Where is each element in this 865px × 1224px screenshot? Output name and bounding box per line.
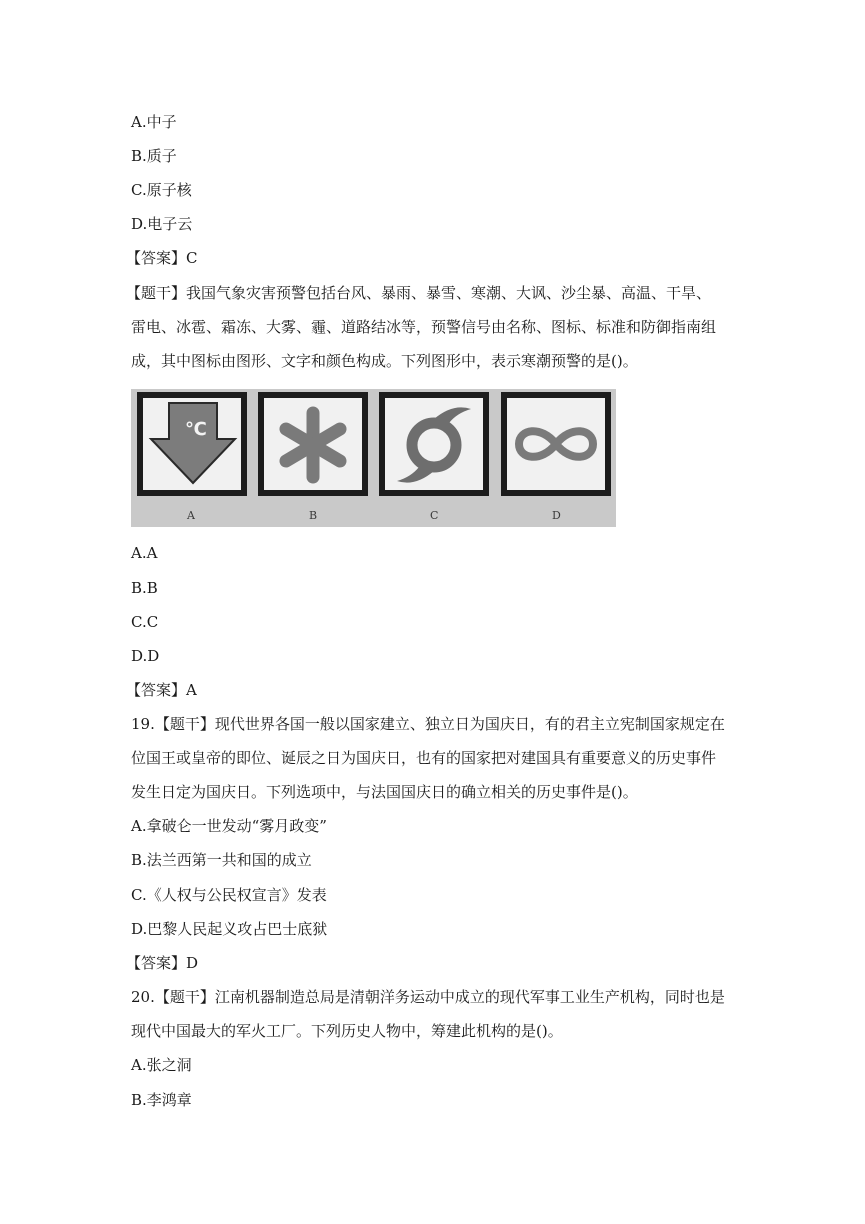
- option-d: D.D: [131, 647, 160, 665]
- option-a: A.拿破仑一世发动“雾月政变”: [131, 817, 327, 835]
- answer: 【答案】C: [126, 249, 198, 267]
- question-stem-line: 20.【题干】江南机器制造总局是清朝洋务运动中成立的现代军事工业生产机构，同时也是: [131, 988, 725, 1006]
- option-b: B.法兰西第一共和国的成立: [131, 851, 312, 869]
- answer: 【答案】D: [126, 954, 199, 972]
- option-a: A.张之洞: [131, 1056, 192, 1074]
- option-c: C.C: [131, 613, 159, 631]
- question-stem-line: 现代中国最大的军火工厂。下列历史人物中，筹建此机构的是()。: [131, 1022, 563, 1040]
- figure-label-c: C: [430, 509, 439, 522]
- infinity-icon: [504, 395, 608, 493]
- option-d: D.电子云: [131, 215, 193, 233]
- celsius-label: ℃: [185, 419, 207, 440]
- option-b: B.B: [131, 579, 158, 597]
- question-stem-line: 【题干】我国气象灾害预警包括台风、暴雨、暴雪、寒潮、大讽、沙尘暴、高温、干旱、: [126, 284, 712, 302]
- typhoon-icon: [382, 395, 486, 493]
- question-stem-line: 发生日定为国庆日。下列选项中，与法国国庆日的确立相关的历史事件是()。: [131, 783, 638, 801]
- option-d: D.巴黎人民起义攻占巴士底狱: [131, 920, 328, 938]
- question-stem-line: 成，其中图标由图形、文字和颜色构成。下列图形中，表示寒潮预警的是()。: [131, 352, 638, 370]
- option-a: A.A: [131, 544, 158, 562]
- figure-label-d: D: [552, 509, 561, 522]
- question-stem-line: 位国王或皇帝的即位、诞辰之日为国庆日，也有的国家把对建国具有重要意义的历史事件: [131, 749, 717, 767]
- warning-icons-figure: [131, 389, 616, 527]
- arrow-down-celsius-icon: [140, 395, 244, 493]
- question-stem-line: 19.【题干】现代世界各国一般以国家建立、独立日为国庆日，有的君主立宪制国家规定在: [131, 715, 725, 733]
- option-b: B.李鸿章: [131, 1091, 192, 1109]
- answer: 【答案】A: [126, 681, 197, 699]
- option-a: A.中子: [131, 113, 177, 131]
- figure-label-b: B: [309, 509, 318, 522]
- option-b: B.质子: [131, 147, 177, 165]
- option-c: C.原子核: [131, 181, 192, 199]
- option-c: C.《人权与公民权宣言》发表: [131, 886, 327, 904]
- question-stem-line: 雷电、冰雹、霜冻、大雾、霾、道路结冰等，预警信号由名称、图标、标准和防御指南组: [131, 318, 717, 336]
- asterisk-icon: [261, 395, 365, 493]
- figure-label-a: A: [187, 509, 195, 522]
